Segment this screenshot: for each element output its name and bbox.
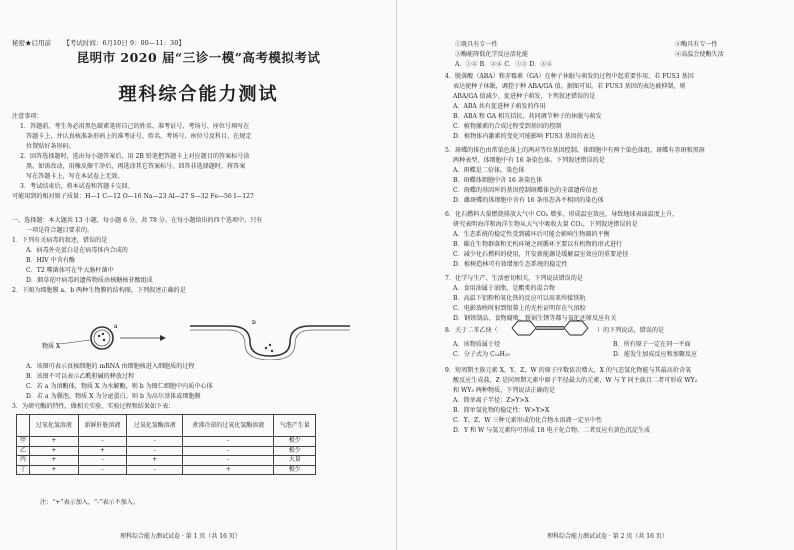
table-cell: + <box>30 437 79 447</box>
question-4-option: B．ABA 和 GA 相互拮抗，共同调节种子的休眠与萌发 <box>453 113 602 120</box>
experiment-table <box>16 414 316 475</box>
question-5-line: 5．斑蝶的体色由常染色体上的两对等位基因控制，体细胞中有两个染色体组，斑蝶有赤斑和黑斑 <box>445 147 705 154</box>
table-header-cell <box>17 415 30 437</box>
question-2-option: A．该图可表示真核细胞的 mRNA 由细胞核进入细胞质的过程 <box>26 363 195 370</box>
table-cell: + <box>78 446 127 456</box>
table-header-cell: 过氧化氢溶液 <box>30 415 79 437</box>
question-1-option: D．烟草花叶病毒的遗传物质由核糖核苷酸组成 <box>26 277 153 284</box>
table-cell: + <box>183 465 274 475</box>
question-8-option: C．分子式为 C₁₄H₁₀ <box>453 351 510 358</box>
table-header-cell: 煮沸冷却的过氧化氢酶溶液 <box>183 415 274 437</box>
question-4-line: ABA/GA 值减少，促进种子萌发，下列叙述错误的是 <box>453 93 596 100</box>
question-8-option: D．能发生加成反应和加聚反应 <box>613 351 698 358</box>
table-header-cell: 过氧化氢酶溶液 <box>127 415 183 437</box>
table-cell: + <box>30 456 79 466</box>
table-cell: 极少 <box>274 446 316 456</box>
question-4-line: 表达使种子休眠，调控于种 ABA/GA 值。据图可知，若 FUS3 基因的表达被抑制，则 <box>453 83 686 90</box>
table-header-cell: 气泡产生量 <box>274 415 316 437</box>
table-cell: + <box>30 446 79 456</box>
question-2-options <box>12 362 390 412</box>
table-cell: + <box>127 456 183 466</box>
notice-line: 1．答题前，考生务必用黑色碳素笔将自己的姓名、准考证号、考场号、座位号填写在 <box>20 123 250 130</box>
table-cell: 大量 <box>274 456 316 466</box>
question-9-line: 9．短周期主族元素 X、Y、Z、W 的原子序数依次增大，X 的气态氢化物能与其最高价含氧 <box>445 367 692 374</box>
page-2 <box>397 0 794 550</box>
question-9-option: C．Y、Z、W 三种元素形成的化合物水溶液一定呈中性 <box>453 417 603 424</box>
question-3-options: A．①④ B．②④ C．①③ D．③④ <box>455 61 553 68</box>
exam-time: 【考试时间：6月10日 9：00—11：30】 <box>63 39 185 47</box>
table-cell: 甲 <box>17 437 30 447</box>
table-row <box>17 446 316 456</box>
question-4-option: C．植物激素的合成过程受到基因的控制 <box>453 123 562 130</box>
secret-label: 秘密★启用前 <box>12 39 51 47</box>
table-cell: - <box>78 437 127 447</box>
exam-title: 昆明市 2020 届“三诊一模”高考模拟考试 <box>76 50 321 65</box>
notice-line: 2．回答选择题时，选出每小题答案后，用 2B 铅笔把答题卡上对应题目的答案标号涂 <box>20 153 250 160</box>
question-7-option: D．钢铁制品、食物腐败、铁锅生锈等都与氧化还原反应有关 <box>453 315 617 322</box>
question-9-line: 和 WY₃ 两种物质，下列说法正确的是 <box>453 387 555 394</box>
atomic-mass-line: 可能用到的相对原子质量：H—1 C—12 O—16 Na—23 Al—27 S—32 Fe—56 I—127 <box>12 193 254 200</box>
label-a: a <box>114 323 118 330</box>
label-line <box>60 340 90 344</box>
table-cell: - <box>183 437 274 447</box>
page-footer: 理科综合能力测试试卷 · 第 1 页（共 16 页） <box>120 533 241 540</box>
table-cell: - <box>127 465 183 475</box>
question-6-option: B．碳在生物群落和无机环境之间循环主要以有机物的形式进行 <box>453 241 623 248</box>
notice-line: 黑。如需改动，用橡皮擦干净后，再选涂其它答案标号。回答非选择题时，将答案 <box>26 163 246 170</box>
question-9-line: 酸反应生成盐，Z 是同周期元素中原子半径最大的元素，W 与 Y 同主族且二者可形成 WY₂ <box>453 377 698 384</box>
question-3-stem: 3．为研究酶的特性，做相关实验，实验过程和结果如下表： <box>12 403 175 410</box>
section-one <box>12 216 390 296</box>
table-cell: - <box>183 456 274 466</box>
question-5 <box>445 146 785 206</box>
choice-statement: ④高温会使酶失活 <box>675 51 724 58</box>
table-cell: 丁 <box>17 465 30 475</box>
question-2-option: D．若 a 为囊泡，物质 X 为分泌蛋白，则 b 为高尔基体或细胞膜 <box>26 393 201 400</box>
question-7-option: C．电影放映时射到银幕上的光柱证明存在气溶胶 <box>453 305 586 312</box>
question-7-line: 7．化学与生产、生活密切相关，下列说法错误的是 <box>445 275 583 282</box>
question-5-option: D．雌斑蝶的体细胞中含有 16 条形态各不相同的染色体 <box>453 197 604 204</box>
label-b: b <box>252 320 256 326</box>
choice-statement: ②酶具有专一性 <box>675 41 718 48</box>
table-cell: 乙 <box>17 446 30 456</box>
table-row <box>17 465 316 475</box>
question-6-option: C．减少化石燃料的使用，开发新能源是缓解温室效应的重要途径 <box>453 251 629 258</box>
arrow-head-icon <box>160 335 166 341</box>
membrane-diagram <box>40 320 360 360</box>
subject-title: 理科综合能力测试 <box>118 84 279 105</box>
table-note: 注：“+”表示加入，“-”表示不加入。 <box>40 499 139 506</box>
question-9-option: D．Y 和 W 与氢元素均可形成 18 电子化合物，二者反应有黄色沉淀生成 <box>453 427 651 434</box>
question-8-option: A．该物质属于烃 <box>453 341 501 348</box>
notice-line: 3．考试结束后，将本试卷和答题卡交回。 <box>20 183 134 190</box>
table-header-row <box>17 415 316 437</box>
question-6-line: 6．化石燃料大量燃烧排放大气中 CO₂ 增多，形成温室效应，导致地球表面温度上升， <box>445 211 679 218</box>
table-header-cell: 新鲜肝脏溶液 <box>78 415 127 437</box>
question-8-stem: 8．关于二苯乙炔（ <box>445 327 498 334</box>
vesicle-a-icon <box>91 327 113 349</box>
question-6 <box>445 210 785 270</box>
table-cell: 极少 <box>274 437 316 447</box>
table-cell: 极少 <box>274 465 316 475</box>
header-line <box>12 38 185 47</box>
choice-statement: ①既具有专一性 <box>455 41 498 48</box>
question-6-option: D．植树造林可有效增加生态系统的稳定性 <box>453 261 568 268</box>
question-2-option: C．若 a 为溶酶体，物质 X 为水解酶，则 b 为图仁细胞中内质中心体 <box>26 383 213 390</box>
table-cell: - <box>183 446 274 456</box>
question-7-option: A．食用油属于油脂，是酯类的混合物 <box>453 285 555 292</box>
table-row <box>17 456 316 466</box>
question-2-option: B．该图不可以表示乙酰胆碱的释放过程 <box>26 373 135 380</box>
question-7 <box>445 274 785 324</box>
question-4-option: D．植物体内激素的变化可能影响 FUS3 基因的表达 <box>453 133 595 140</box>
question-1-option: C．T2 噬菌体可在牛大肠杆菌中 <box>26 267 114 274</box>
notice-line: 位置贴好条形码。 <box>26 143 75 150</box>
membrane-b-icon <box>190 326 350 356</box>
section-heading: 一项是符合题目要求的。 <box>26 227 94 234</box>
label-x: 物质 X <box>42 343 61 350</box>
question-5-option: A．斑蝶是二倍体，染色体 <box>453 167 525 174</box>
question-6-line: 研究表明海洋和海洋生物从大气中吸收大量 CO₂，下列叙述错误的是 <box>453 221 638 228</box>
question-9 <box>445 366 785 436</box>
choice-statement: ③酶能降低化学反应活化能 <box>455 51 529 58</box>
question-5-option: C．斑蝶的基因库的基因控制斑蝶体色的全部遗传信息 <box>453 187 598 194</box>
table-cell: + <box>30 465 79 475</box>
notice-line: 答题卡上，并认真核准条形码上的准考证号、姓名、考场号、座位号及科目，在规定 <box>26 133 252 140</box>
page-footer: 理科综合能力测试试卷 · 第 2 页（共 16 页） <box>547 533 668 540</box>
question-8-stem-end: ）的下列说法，错误的是 <box>597 327 665 334</box>
table-row <box>17 437 316 447</box>
question-7-option: B．高温下铝粉和氧化铁的反应可以用来焊接铁轨 <box>453 295 586 302</box>
table-cell: - <box>127 446 183 456</box>
question-5-line: 两种表型，体细胞中有 16 条染色体。下列叙述错误的是 <box>453 157 605 164</box>
notice-heading: 注意事项： <box>12 113 43 120</box>
notice-line: 写在答题卡上，写在本试卷上无效。 <box>26 173 124 180</box>
question-8-option: B．所有原子一定在同一平面 <box>613 341 691 348</box>
question-4 <box>445 72 785 142</box>
question-2-stem: 2．下图为细胞膜 a、b 两种生物膜的结构图，下列叙述正确的是 <box>12 287 186 294</box>
question-1-option: B．HIV 中含有酶 <box>26 257 76 264</box>
question-6-option: A．生态系统的稳定性受到破坏后可能会影响生物圈的平衡 <box>453 231 610 238</box>
question-8-options <box>453 340 783 360</box>
question-1-stem: 1．下列有关病毒的叙述，错误的是 <box>12 237 108 244</box>
table-cell: - <box>127 437 183 447</box>
question-9-option: B．简单氢化物的稳定性：W>Y>X <box>453 407 550 414</box>
question-9-option: A．简单离子半径：Z>Y>X <box>453 397 529 404</box>
question-4-line: 4．脱落酸（ABA）和赤霉素（GA）在种子休眠与萌发的过程中起重要作用，若 FUS3 基因 <box>445 73 694 80</box>
table-cell: - <box>78 465 127 475</box>
question-3-choices <box>455 40 785 70</box>
table-cell: - <box>78 456 127 466</box>
question-1-option: A．病毒外壳蛋白是在病毒体内合成的 <box>26 247 128 254</box>
section-heading: 一、选择题：本大题共 13 小题，每小题 6 分，共 78 分。在每小题给出的四个选项中，只有 <box>12 217 263 224</box>
question-5-option: B．斑蝶体细胞中含 16 条染色体 <box>453 177 543 184</box>
question-4-option: A．ABA 共有促进种子萌发的作用 <box>453 103 546 110</box>
table-cell: 丙 <box>17 456 30 466</box>
notice-section <box>12 112 390 202</box>
